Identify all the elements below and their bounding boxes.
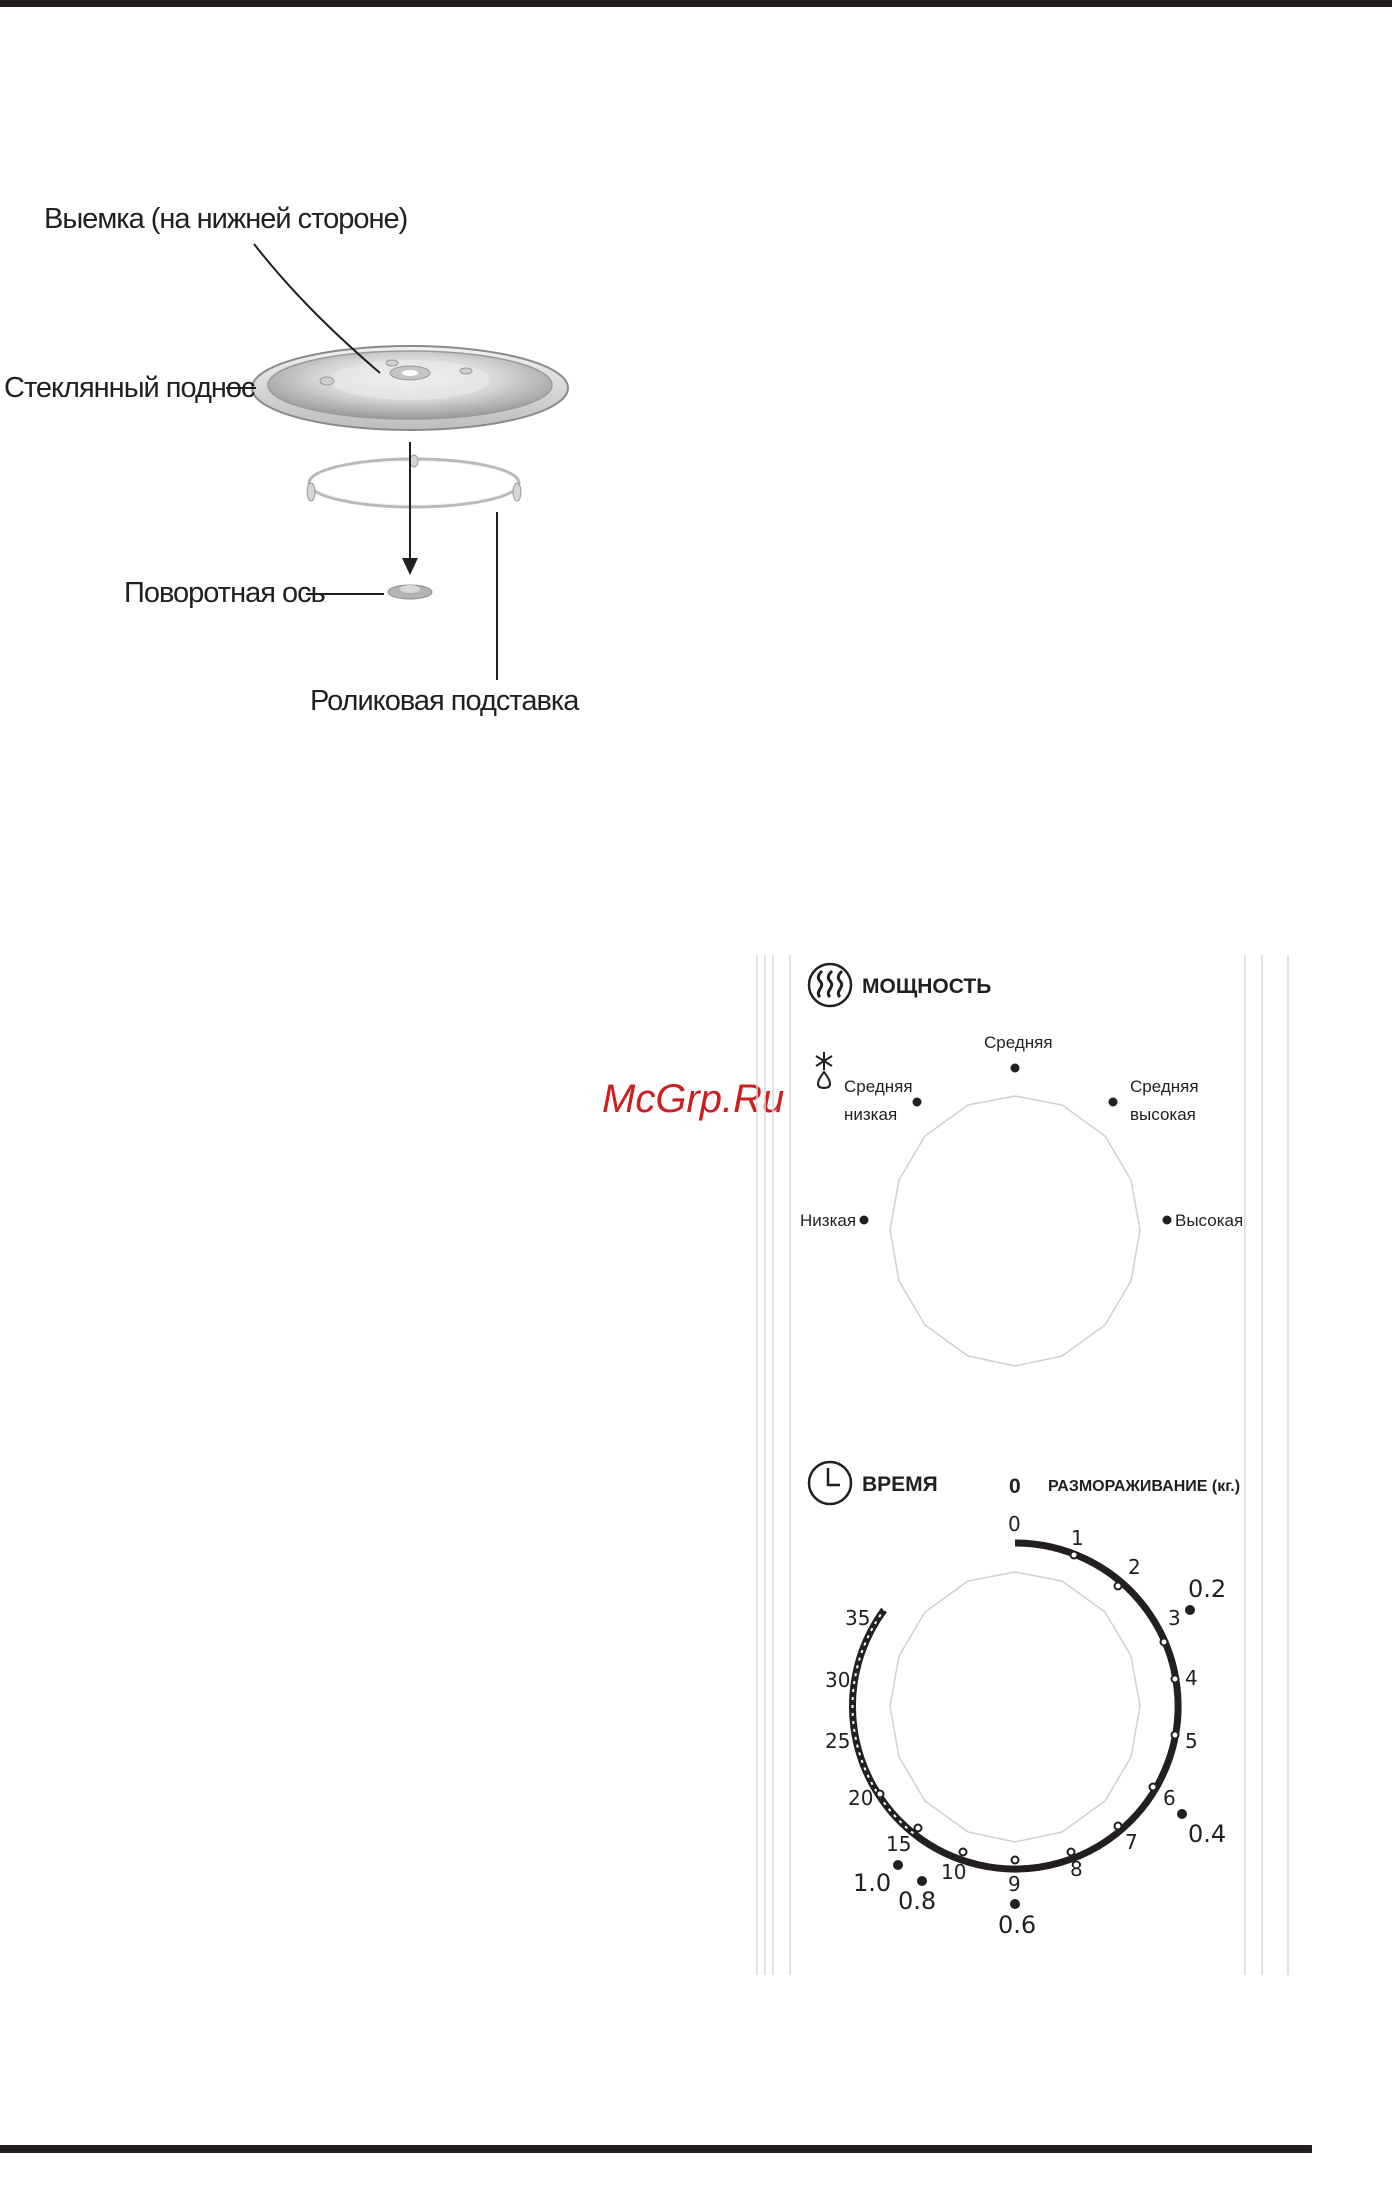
timer-minute-25: 25 [825, 1729, 851, 1753]
time-title: ВРЕМЯ [862, 1473, 938, 1496]
timer-minute-5: 5 [1185, 1729, 1198, 1753]
power-dot-medium-high [1109, 1098, 1118, 1107]
time-section [809, 1462, 1240, 1939]
axis-label: Поворотная ось [124, 577, 325, 609]
timer-minute-7: 7 [1125, 1830, 1138, 1854]
clock-icon [809, 1462, 851, 1504]
roller-ring-illustration [307, 455, 521, 507]
timer-minute-0: 0 [1008, 1512, 1021, 1536]
power-label-medium-low-line1: Средняя [844, 1077, 913, 1096]
glass-tray-illustration [252, 346, 568, 430]
axis-coupler-illustration [388, 585, 432, 599]
defrost-weight-0-4: 0.4 [1188, 1820, 1227, 1848]
roller-label: Роликовая подставка [310, 685, 579, 717]
timer-minute-2: 2 [1128, 1555, 1141, 1579]
timer-dial[interactable] [890, 1572, 1140, 1842]
bottom-rule [0, 2145, 1312, 2153]
defrost-title: РАЗМОРАЖИВАНИЕ (кг.) [1048, 1478, 1241, 1495]
timer-minute-35: 35 [845, 1606, 871, 1630]
power-dot-medium-low [913, 1098, 922, 1107]
timer-minute-3: 3 [1168, 1606, 1181, 1630]
timer-minute-9: 9 [1008, 1872, 1021, 1896]
defrost-weight-0-6: 0.6 [998, 1911, 1037, 1939]
timer-minute-10: 10 [941, 1860, 967, 1884]
timer-minute-8: 8 [1070, 1857, 1083, 1881]
timer-minute-15: 15 [886, 1832, 912, 1856]
turntable-diagram [4, 203, 580, 717]
power-label-medium: Средняя [984, 1033, 1053, 1052]
power-dot-medium [1011, 1064, 1020, 1073]
defrost-weight-0-2: 0.2 [1188, 1575, 1227, 1603]
notch-label: Выемка (на нижней стороне) [44, 203, 408, 235]
power-dot-high [1163, 1216, 1172, 1225]
timer-minute-1: 1 [1071, 1526, 1084, 1550]
power-dot-low [860, 1216, 869, 1225]
timer-minute-6: 6 [1163, 1786, 1176, 1810]
defrost-weight-1-0: 1.0 [853, 1869, 892, 1897]
timer-minute-20: 20 [848, 1786, 874, 1810]
watermark: McGrp.Ru [602, 1077, 785, 1121]
defrost-icon: 0 [1009, 1475, 1021, 1498]
timer-minute-30: 30 [825, 1668, 851, 1692]
defrost-weight-0-8: 0.8 [898, 1887, 937, 1915]
power-dial[interactable] [890, 1096, 1140, 1366]
timer-minute-4: 4 [1185, 1666, 1198, 1690]
glass-tray-label: Стеклянный поднос [4, 372, 255, 404]
power-label-high: Высокая [1175, 1211, 1244, 1230]
power-label-medium-high-line1: Средняя [1130, 1077, 1199, 1096]
defrost-snowflake-icon [816, 1052, 832, 1088]
power-section [800, 964, 1243, 1366]
power-label-medium-high-line2: высокая [1130, 1105, 1196, 1124]
power-heat-icon [809, 964, 851, 1006]
control-panel [757, 955, 1288, 1975]
power-title: МОЩНОСТЬ [862, 975, 992, 998]
power-label-medium-low-line2: низкая [844, 1105, 898, 1124]
power-label-low: Низкая [800, 1211, 857, 1230]
